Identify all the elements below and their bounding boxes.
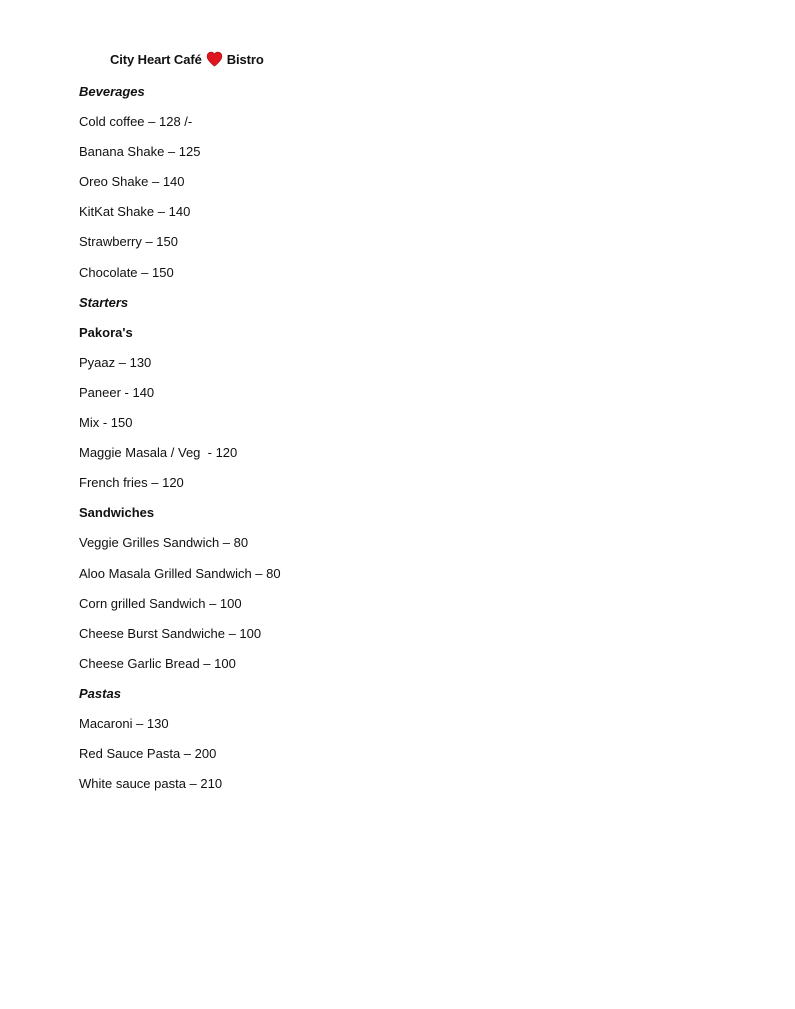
menu-section-heading: Beverages bbox=[79, 84, 145, 99]
menu-subheading: Sandwiches bbox=[79, 505, 155, 521]
menu-item: French fries – 120 bbox=[79, 475, 184, 491]
menu-item: Oreo Shake – 140 bbox=[79, 174, 185, 190]
menu-item: Chocolate – 150 bbox=[79, 264, 174, 280]
menu-item: Corn grilled Sandwich – 100 bbox=[79, 595, 242, 611]
menu-item: Cheese Garlic Bread – 100 bbox=[79, 655, 236, 671]
heart-icon bbox=[206, 51, 223, 67]
menu-item: Red Sauce Pasta – 200 bbox=[79, 746, 217, 762]
title-left: City Heart Café bbox=[110, 51, 202, 67]
menu-subheading: Pakora's bbox=[79, 324, 133, 340]
menu-item: White sauce pasta – 210 bbox=[79, 776, 223, 792]
menu-item: KitKat Shake – 140 bbox=[79, 204, 191, 220]
menu-item: Pyaaz – 130 bbox=[79, 354, 152, 370]
menu-item: Maggie Masala / Veg - 120 bbox=[79, 445, 238, 461]
menu-item: Mix - 150 bbox=[79, 415, 133, 431]
menu-item: Paneer - 140 bbox=[79, 384, 155, 400]
title-right: Bistro bbox=[226, 51, 264, 67]
menu-item: Strawberry – 150 bbox=[79, 234, 178, 250]
menu-list bbox=[79, 82, 281, 804]
menu-item: Aloo Masala Grilled Sandwich – 80 bbox=[79, 565, 281, 581]
menu-section-heading: Pastas bbox=[79, 685, 121, 701]
document-title bbox=[110, 51, 264, 67]
menu-item: Macaroni – 130 bbox=[79, 715, 169, 731]
menu-item: Cold coffee – 128 /- bbox=[79, 114, 193, 130]
menu-item: Banana Shake – 125 bbox=[79, 144, 201, 160]
menu-item: Cheese Burst Sandwiche – 100 bbox=[79, 625, 262, 641]
menu-section-heading: Starters bbox=[79, 294, 129, 310]
menu-item: Veggie Grilles Sandwich – 80 bbox=[79, 535, 249, 551]
